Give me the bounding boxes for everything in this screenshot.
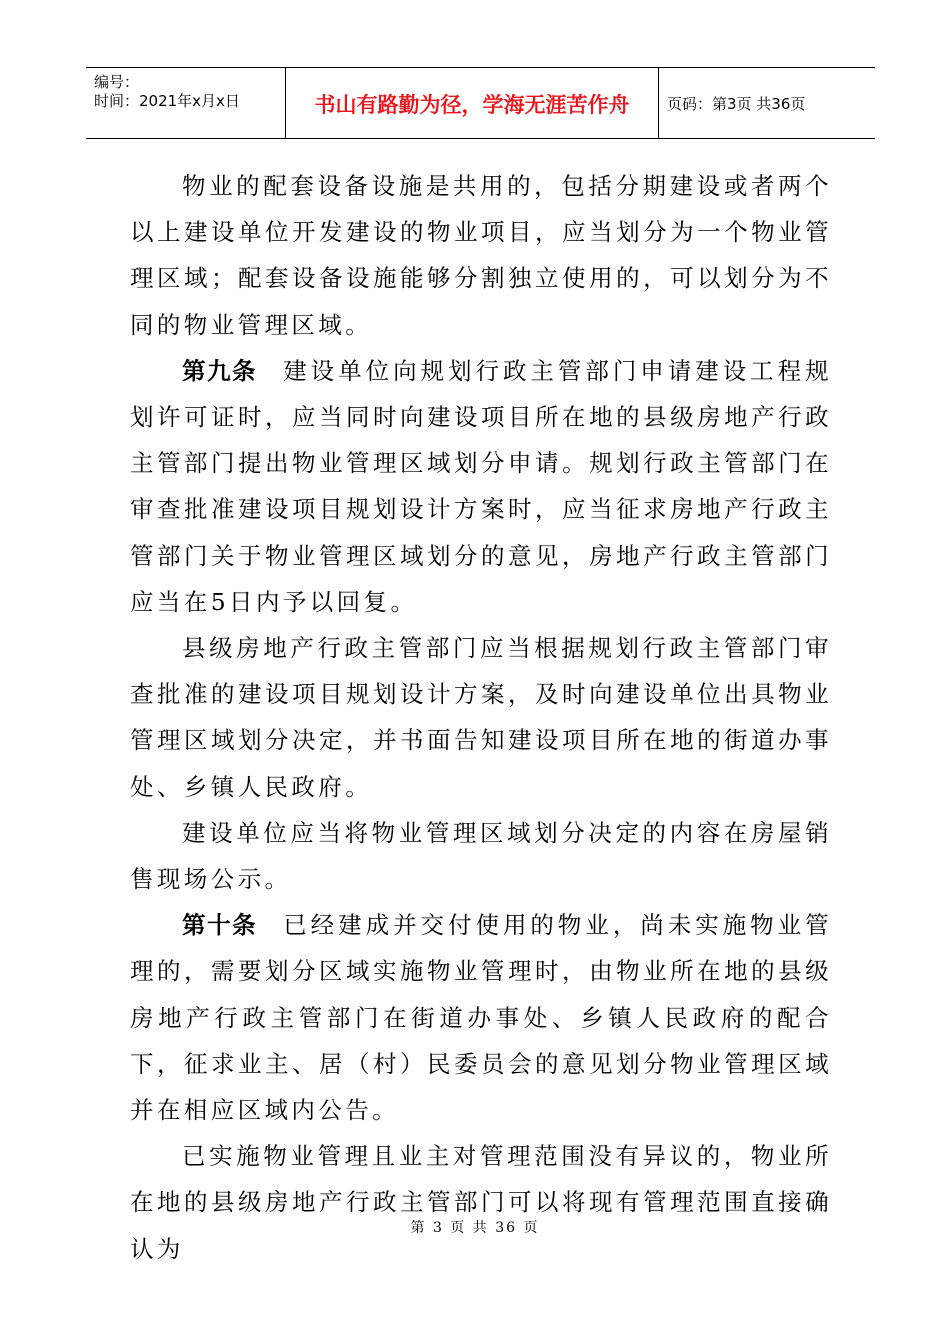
paragraph [130, 625, 832, 810]
header-info-cell [86, 68, 286, 138]
paragraph-text: 县级房地产行政主管部门应当根据规划行政主管部门审查批准的建设项目规划设计方案，及时向建设单位出具物业管理区域划分决定，并书面告知建设项目所在地的街道办事处、乡镇人民政府。 [130, 634, 832, 801]
paragraph [130, 1133, 832, 1272]
paragraph-text: 建设单位应当将物业管理区域划分决定的内容在房屋销售现场公示。 [130, 818, 832, 894]
paragraph-text: 物业的配套设备设施是共用的，包括分期建设或者两个以上建设单位开发建设的物业项目，应当划分为一个物业管理区域；配套设备设施能够分割独立使用的，可以划分为不同的物业管理区域。 [130, 172, 832, 339]
paragraph-text: 已实施物业管理且业主对管理范围没有异议的，物业所在地的县级房地产行政主管部门可以将现有管理范围直接确认为 [130, 1142, 832, 1263]
paragraph-article-9 [130, 348, 832, 625]
page-header [86, 67, 875, 139]
paragraph [130, 163, 832, 348]
header-page-cell [659, 68, 875, 138]
article-heading: 第九条 [182, 356, 258, 385]
paragraph-article-10 [130, 902, 832, 1133]
paragraph [130, 810, 832, 902]
paragraph-text: 建设单位向规划行政主管部门申请建设工程规划许可证时，应当同时向建设项目所在地的县级房地产行政主管部门提出物业管理区域划分申请。规划行政主管部门在审查批准建设项目规划设计方案时，应当征求房地产行政主管部门关于物业管理区域划分的意见，房地产行政主管部门应当在5日内予以回复。 [130, 356, 833, 616]
motto-text: 书山有路勤为径，学海无涯苦作舟 [314, 93, 630, 117]
page-footer: 第 3 页 共 36 页 [410, 1220, 540, 1236]
document-body [130, 163, 832, 1272]
number-label: 编号： [94, 73, 140, 91]
header-motto-cell [286, 68, 659, 138]
page-code: 页码：第3页 共36页 [667, 95, 806, 113]
paragraph-text: 已经建成并交付使用的物业，尚未实施物业管理的，需要划分区域实施物业管理时，由物业所在地的县级房地产行政主管部门在街道办事处、乡镇人民政府的配合下，征求业主、居（村）民委员会的意见划分物业管理区域并在相应区域内公告。 [130, 911, 833, 1125]
article-heading: 第十条 [182, 911, 258, 940]
date-label: 时间：2021年x月x日 [94, 92, 240, 110]
